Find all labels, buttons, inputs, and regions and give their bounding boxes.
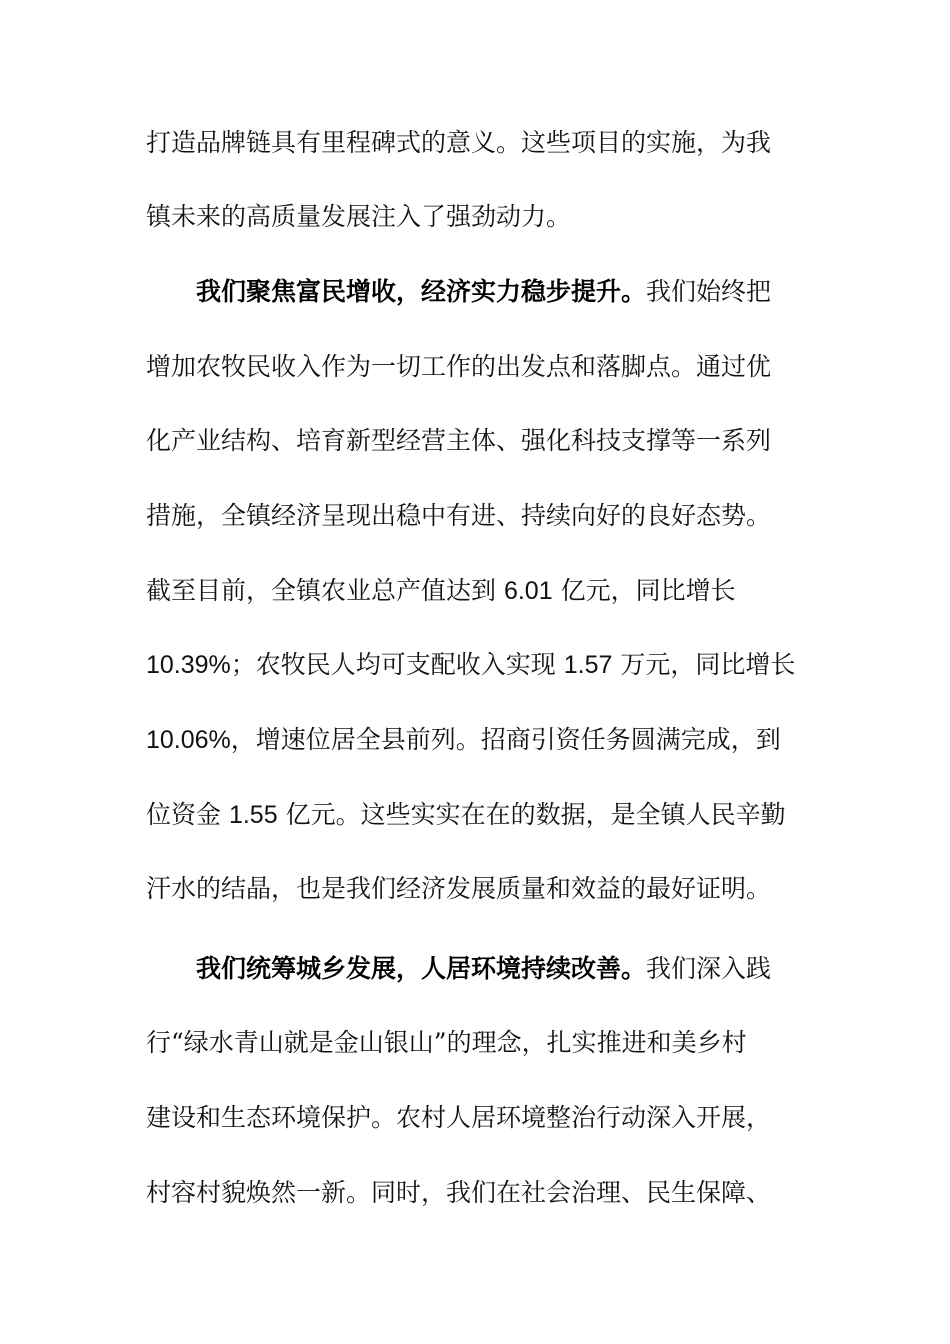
line-text: 增加农牧民收入作为一切工作的出发点和落脚点。通过优 bbox=[146, 352, 772, 381]
line-text: 镇未来的高质量发展注入了强劲动力。 bbox=[146, 202, 572, 231]
paragraph-line bbox=[146, 424, 771, 458]
line-text: 截至目前，全镇农业总产值达到 bbox=[146, 576, 504, 605]
line-text: 打造品牌链具有里程碑式的意义。这些项目的实施，为我 bbox=[146, 128, 772, 157]
statistic-value: 10.39% bbox=[146, 651, 231, 679]
paragraph-line bbox=[146, 1026, 747, 1060]
paragraph-line bbox=[146, 1176, 771, 1210]
line-text: 位资金 bbox=[146, 800, 229, 829]
line-text: 化产业结构、培育新型经营主体、强化科技支撑等一系列 bbox=[146, 426, 772, 455]
line-text: 亿元。这些实实在在的数据，是全镇人民辛勤 bbox=[277, 800, 786, 829]
paragraph-line bbox=[146, 872, 771, 906]
statistic-value: 10.06% bbox=[146, 726, 231, 754]
statistic-value: 1.55 bbox=[228, 801, 278, 829]
line-text: 万元，同比增长 bbox=[612, 650, 796, 679]
statistic-value: 6.01 bbox=[503, 577, 553, 605]
line-text: 措施，全镇经济呈现出稳中有进、持续向好的良好态势。 bbox=[146, 501, 772, 530]
paragraph-line bbox=[146, 1101, 771, 1135]
paragraph-line bbox=[146, 126, 771, 160]
line-text: 汗水的结晶，也是我们经济发展质量和效益的最好证明。 bbox=[146, 874, 772, 903]
line-text: 行“绿水青山就是金山银山”的理念，扎实推进和美乡村 bbox=[146, 1028, 747, 1057]
paragraph-line bbox=[146, 798, 786, 832]
bold-lead-sentence: 我们统筹城乡发展，人居环境持续改善。 bbox=[196, 954, 647, 983]
paragraph-line bbox=[146, 200, 571, 234]
line-text: 我们始终把 bbox=[646, 277, 772, 306]
paragraph-line bbox=[146, 350, 771, 384]
paragraph-line bbox=[146, 723, 781, 757]
paragraph-heading-line bbox=[196, 275, 771, 309]
line-text: 建设和生态环境保护。农村人居环境整治行动深入开展， bbox=[146, 1103, 772, 1132]
line-text: ，增速位居全县前列。招商引资任务圆满完成，到 bbox=[230, 725, 781, 754]
line-text: ；农牧民人均可支配收入实现 bbox=[230, 650, 564, 679]
line-text: 亿元，同比增长 bbox=[552, 576, 736, 605]
bold-lead-sentence: 我们聚焦富民增收，经济实力稳步提升。 bbox=[196, 277, 647, 306]
line-text: 我们深入践 bbox=[646, 954, 772, 983]
paragraph-line bbox=[146, 574, 736, 608]
paragraph-heading-line bbox=[196, 952, 771, 986]
statistic-value: 1.57 bbox=[563, 651, 613, 679]
line-text: 村容村貌焕然一新。同时，我们在社会治理、民生保障、 bbox=[146, 1178, 772, 1207]
paragraph-line bbox=[146, 499, 771, 533]
paragraph-line bbox=[146, 648, 795, 682]
